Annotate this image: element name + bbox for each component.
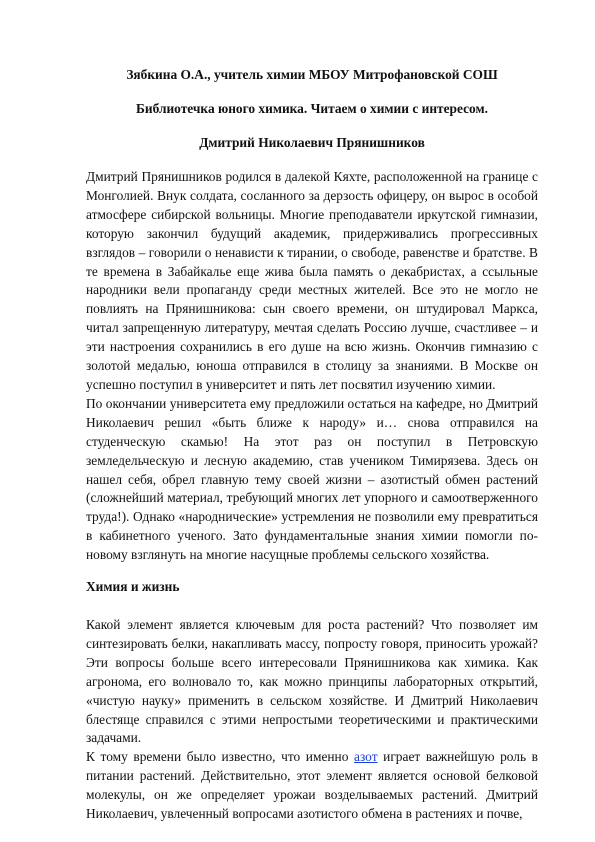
paragraph-4-end: играет важнейшую роль в питании растений. Действительно, этот элемент является основой белковой молекулы, он же определяет урожаи возделываемых растений. Дмитрий Николаевич, увлеченный вопросами азотистого обмена в растениях и почве,	[86, 749, 538, 822]
paragraph-2: По окончании университета ему предложили остаться на кафедре, но Дмитрий Николаевич решил «быть ближе к народу» и… снова отправился на студенческую скамью! На этот раз он поступил в Петровскую земледельческую и лесную академию, став учеником Тимирязева. Здесь он нашел себя, обрел главную тему своей жизни – азотистый обмен растений (сложнейший материал, требующий многих лет упорного и самоотверженного труда!). Однако «народнические» устремления не позволили ему превратиться в кабинетного ученого. Зато фундаментальные знания химии помогли по-новому взглянуть на многие насущные проблемы сельского хозяйства.	[86, 395, 538, 563]
section-title: Химия и жизнь	[86, 579, 180, 595]
article-title: Дмитрий Николаевич Прянишников	[199, 135, 425, 150]
nitrogen-link[interactable]: азот	[354, 749, 378, 765]
paragraph-3: Какой элемент является ключевым для роста растений? Что позволяет им синтезировать белки, накапливать массу, попросту говоря, приносить урожай? Эти вопросы больше всего интересовали Прянишникова как химика. Как агронома, его волновало то, как можно принципы лабораторных открытий, «чистую науку» применить в сельском хозяйстве. И Дмитрий Николаевич блестяще справился с этими непростыми теоретическими и практическими задачами.	[86, 617, 538, 746]
paragraph-4-start: К тому времени было известно, что именно	[86, 749, 355, 765]
paragraph-4	[86, 748, 538, 824]
paragraph-1: Дмитрий Прянишников родился в далекой Кяхте, расположенной на границе с Монголией. Внук солдата, сосланного за дерзость офицеру, он вырос в особой атмосфере сибирской вольницы. Многие преподаватели иркутской гимназии, которую закончил будущий академик, придерживались прогрессивных взглядов – говорили о ненависти к тирании, о свободе, равенстве и братстве. В те времена в Забайкалье еще жива была память о декабристах, а ссыльные народники вели пропаганду среди местных жителей. Все это не могло не повлиять на Прянишникова: сын своего времени, он штудировал Маркса, читал запрещенную литературу, мечтая сделать Россию лучше, счастливее – и эти настроения сохранились в его душе на всю жизнь. Окончив гимназию с золотой медалью, юноша отправился в столицу за знаниями. В Москве он успешно поступил в университет и пять лет посвятил изучению химии.	[86, 169, 538, 392]
author-line: Зябкина О.А., учитель химии МБОУ Митрофановской СОШ	[126, 67, 498, 82]
series-line: Библиотечка юного химика. Читаем о химии с интересом.	[136, 101, 488, 116]
